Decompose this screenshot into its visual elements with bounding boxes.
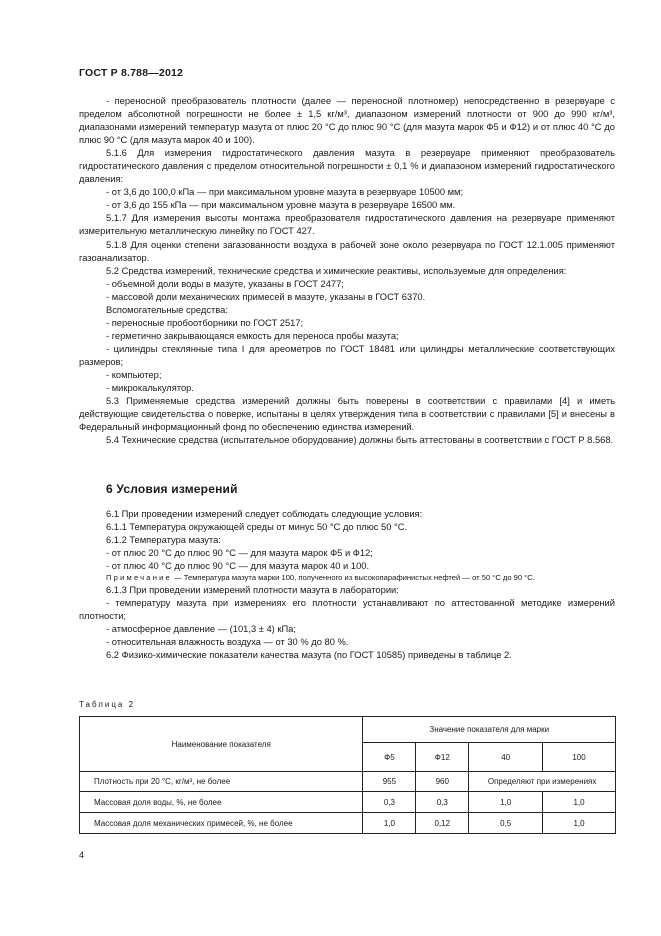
document-header: ГОСТ Р 8.788—2012 <box>79 67 184 79</box>
paragraph: - компьютер; <box>106 369 162 380</box>
note-text: — Температура мазута марки 100, полученного из высокопарафинистых нефтей — от 50 °С до 90 °С. <box>171 573 535 583</box>
row-name: Массовая доля воды, %, не более <box>80 792 363 813</box>
paragraph: - от плюс 20 °С до плюс 90 °С — для мазута марок Ф5 и Ф12; <box>106 548 373 559</box>
paragraph: - массовой доли механических примесей в мазуте, указаны в ГОСТ 6370. <box>106 291 426 302</box>
paragraph: - температуру мазута при измерениях его плотности устанавливают по аттестованной методике измерений плотности; <box>79 597 615 621</box>
paragraph: 6.1.1 Температура окружающей среды от минус 50 °С до плюс 50 °С. <box>106 522 408 533</box>
row-name: Массовая доля механических примесей, %, не более <box>80 813 363 834</box>
grade-header: 40 <box>469 743 543 772</box>
paragraph: - относительная влажность воздуха — от 30 % до 80 %. <box>106 636 349 647</box>
paragraph: 6.1 При проведении измерений следует соблюдать следующие условия: <box>106 509 423 519</box>
cell: 1,0 <box>543 792 616 813</box>
grade-header: Ф5 <box>363 743 416 772</box>
cell: 0,3 <box>416 792 469 813</box>
cell: 0,5 <box>469 813 543 834</box>
paragraph: 6.1.3 При проведении измерений плотности мазута в лаборатории: <box>106 584 399 595</box>
paragraph: Вспомогательные средства: <box>106 304 228 315</box>
cell: 960 <box>416 772 469 792</box>
cell: 0,12 <box>416 813 469 834</box>
section-title: 6 Условия измерений <box>106 482 238 496</box>
paragraph: - переносной преобразователь плотности (далее — переносной плотномер) непосредственно в резервуаре с пределом абсолютной погрешности не более ± 1,5 кг/м³, диапазоном измерений плотности от 900 до 990 кг/м³, диапазонами измерений температур мазута от плюс 20 °С до плюс 90 °С (для мазута марок Ф5 и Ф12) и от плюс 40 °С до плюс 90 °С (для мазута марок 40 и 100). <box>79 96 615 146</box>
paragraph: - объемной доли воды в мазуте, указаны в ГОСТ 2477; <box>106 278 344 289</box>
paragraph: 5.3 Применяемые средства измерений должны быть поверены в соответствии с правилами [4] и иметь действующие свидетельства о поверке, испытаны в целях утверждения типа в соответствии с правилами [5] и внесены в Федеральный информационный фонд по обеспечению единства измерений. <box>79 396 615 433</box>
paragraph: - цилиндры стеклянные типа I для ареометров по ГОСТ 18481 или цилиндры металлические соответствующих размеров; <box>79 343 615 367</box>
table-row <box>80 813 616 834</box>
paragraph: 5.1.8 Для оценки степени загазованности воздуха в рабочей зоне около резервуара по ГОСТ 12.1.005 применяют газоанализатор. <box>79 239 615 263</box>
paragraph: 6.1.2 Температура мазута: <box>106 535 221 546</box>
cell-merged: Определяют при измерениях <box>469 772 616 792</box>
properties-table <box>79 716 616 834</box>
cell: 955 <box>363 772 416 792</box>
page-number: 4 <box>79 850 85 860</box>
paragraph: - атмосферное давление — (101,3 ± 4) кПа; <box>106 623 296 634</box>
body-text <box>79 95 615 447</box>
header-name-cell: Наименование показателя <box>80 717 363 772</box>
note-label: Примечание <box>106 573 172 583</box>
table-row <box>80 772 616 792</box>
grade-header: 100 <box>543 743 616 772</box>
paragraph: - микрокалькулятор. <box>106 383 194 394</box>
table-row <box>80 792 616 813</box>
cell: 1,0 <box>543 813 616 834</box>
cell: 0,3 <box>363 792 416 813</box>
paragraph: 5.1.7 Для измерения высоты монтажа преобразователя гидростатического давления на резервуаре применяют измерительную металлическую линейку по ГОСТ 427. <box>79 213 615 237</box>
paragraph: - от 3,6 до 100,0 кПа — при максимальном уровне мазута в резервуаре 10500 мм; <box>106 187 464 198</box>
paragraph: 5.2 Средства измерений, технические средства и химические реактивы, используемые для определения: <box>106 265 567 276</box>
paragraph: - герметично закрывающаяся емкость для переноса пробы мазута; <box>106 330 399 341</box>
cell: 1,0 <box>469 792 543 813</box>
table-caption: Таблица 2 <box>79 700 136 709</box>
paragraph: 6.2 Физико-химические показатели качества мазута (по ГОСТ 10585) приведены в таблице 2. <box>106 649 512 660</box>
paragraph: 5.4 Технические средства (испытательное оборудование) должны быть аттестованы в соответствии с ГОСТ Р 8.568. <box>106 435 614 446</box>
grade-header: Ф12 <box>416 743 469 772</box>
header-group-cell: Значение показателя для марки <box>363 717 616 743</box>
paragraph: - от 3,6 до 155 кПа — при максимальном уровне мазута в резервуаре 16500 мм. <box>106 200 456 211</box>
paragraph: - от плюс 40 °С до плюс 90 °С — для мазута марок 40 и 100. <box>106 561 370 572</box>
note <box>79 573 615 584</box>
paragraph: - переносные пробоотборники по ГОСТ 2517; <box>106 317 304 328</box>
row-name: Плотность при 20 °С, кг/м³, не более <box>80 772 363 792</box>
paragraph: 5.1.6 Для измерения гидростатического давления мазута в резервуаре применяют преобразователь гидростатического давления с пределом относительной погрешности ± 0,1 % и диапазоном измерений гидростатического давления: <box>79 148 615 185</box>
section-6-text <box>79 508 615 662</box>
cell: 1,0 <box>363 813 416 834</box>
